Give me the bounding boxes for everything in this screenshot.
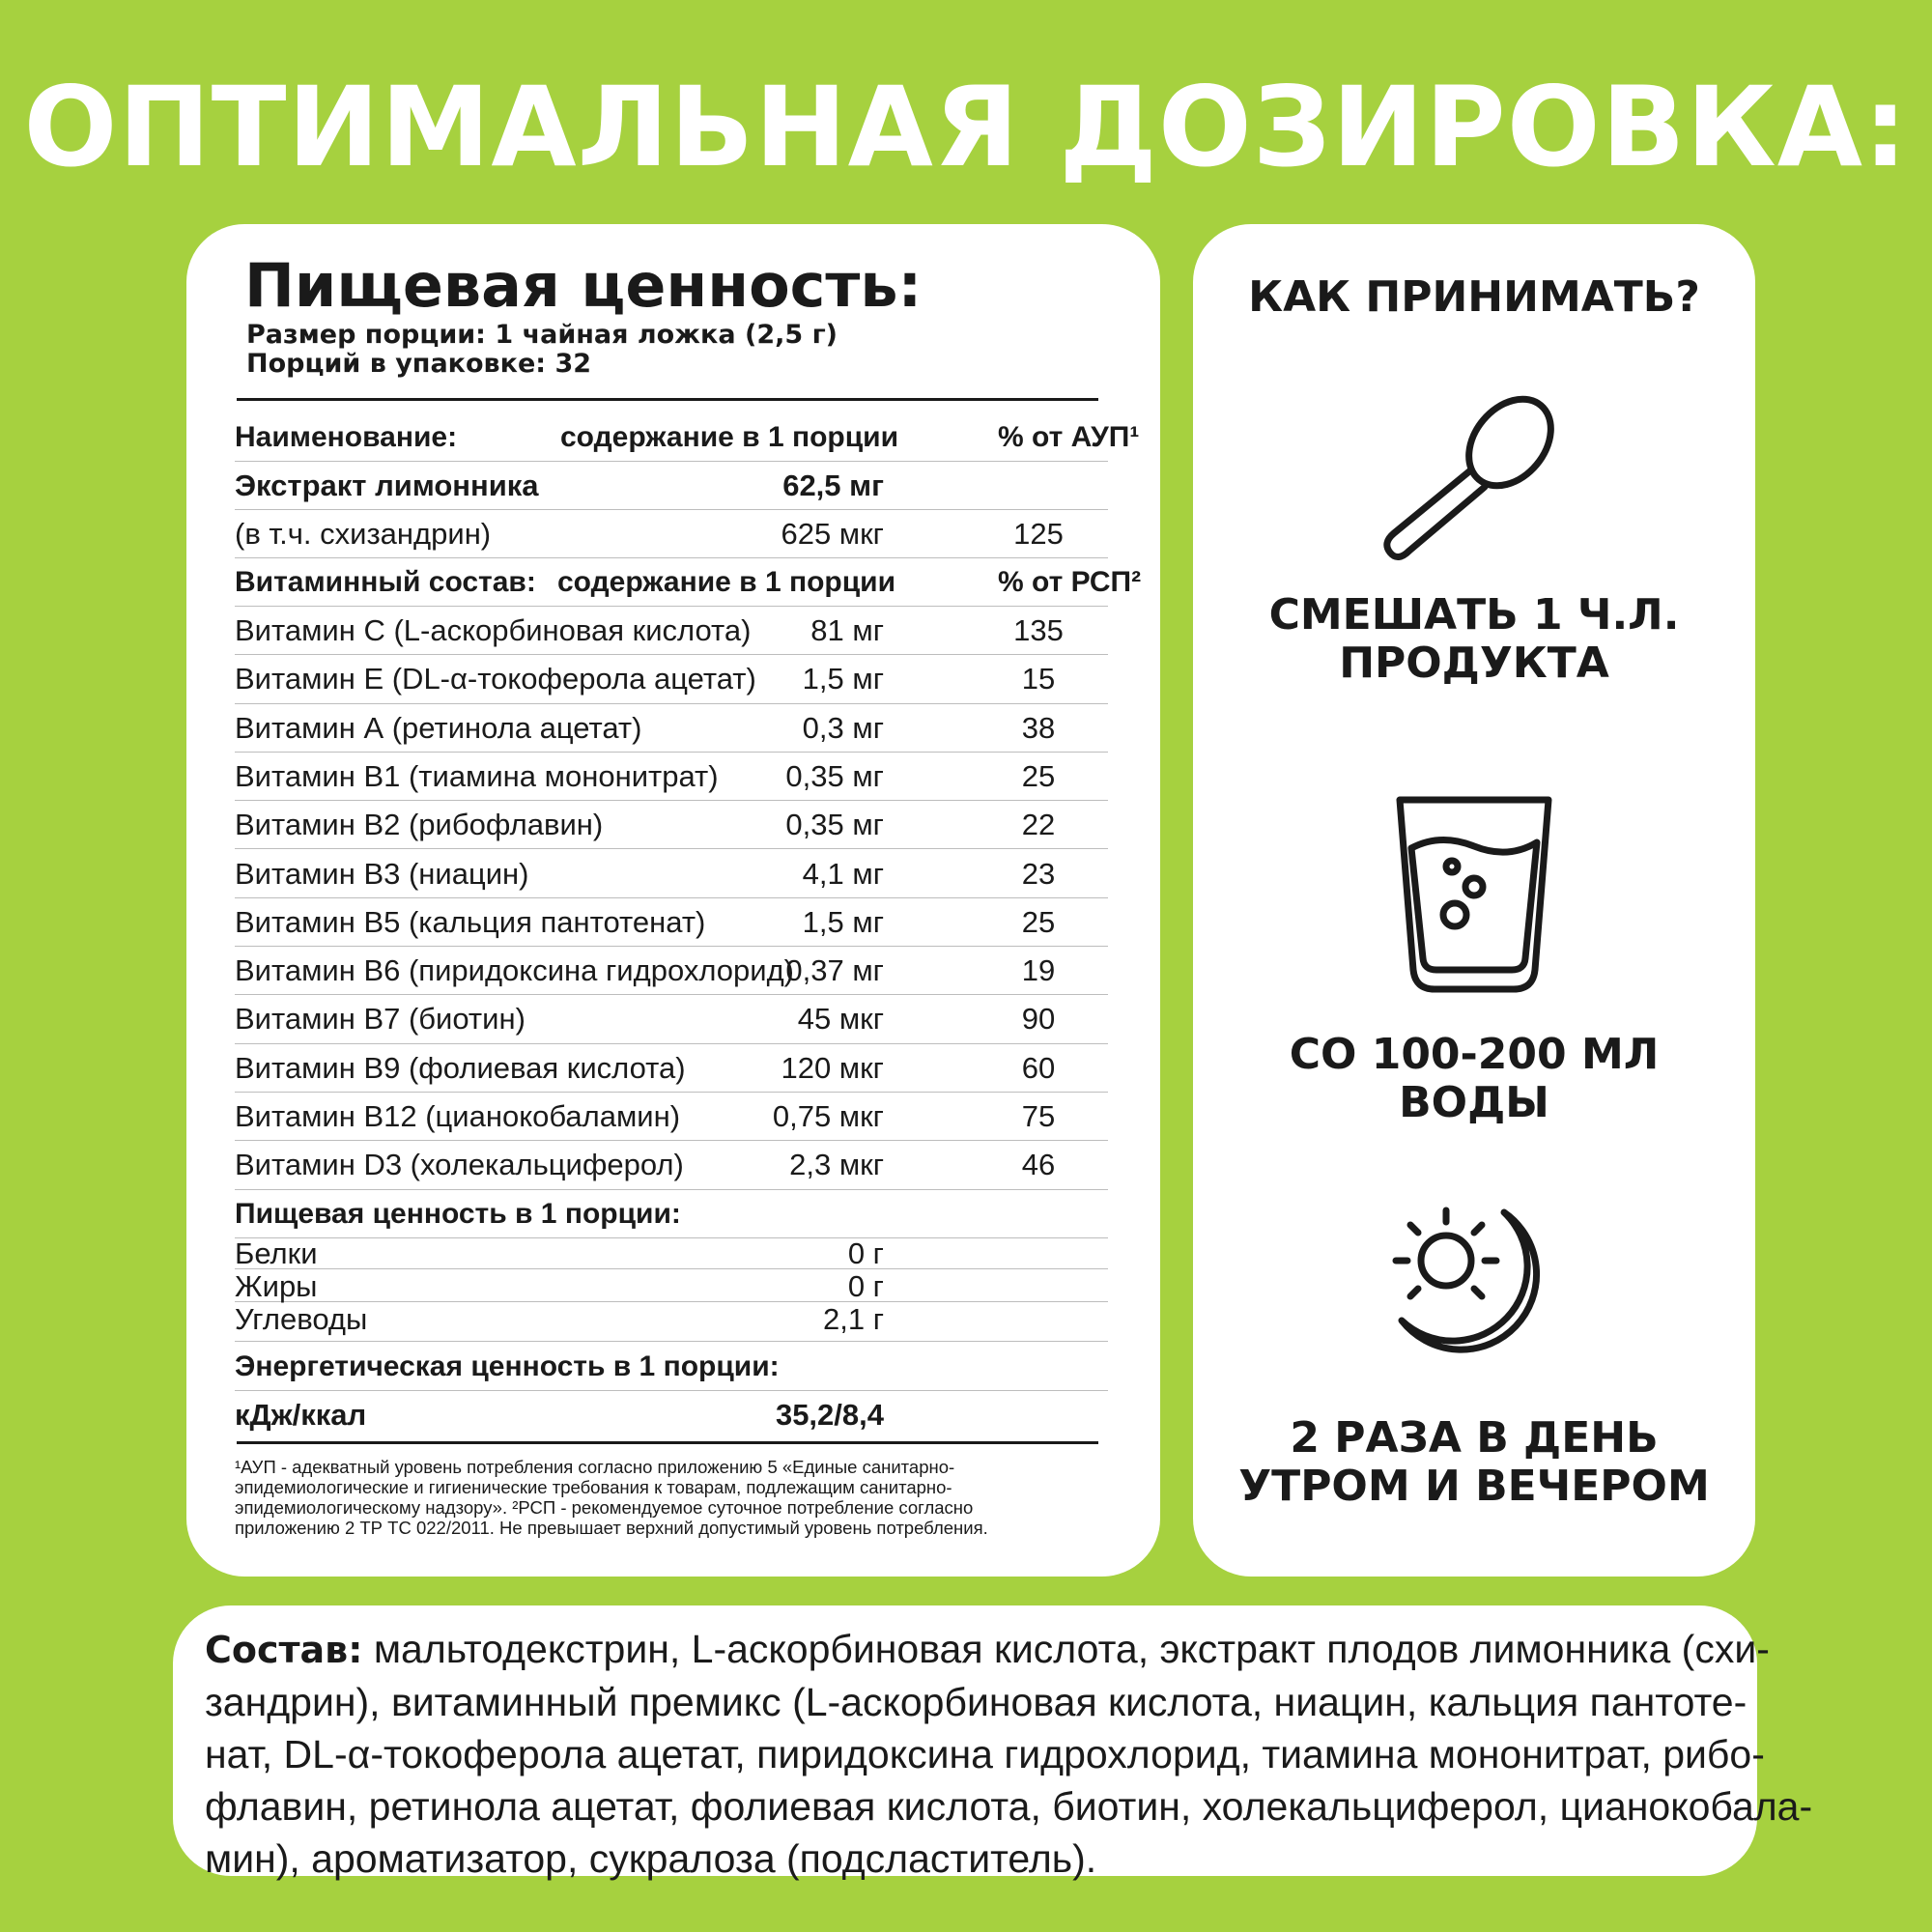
vitamin-pct: 135 [1013, 613, 1064, 647]
vitamin-pct: 75 [1021, 1099, 1056, 1133]
vitamin-name: Витамин В7 (биотин) [235, 1002, 526, 1037]
vitamin-name: Витамин А (ретинола ацетат) [235, 710, 642, 745]
vitamin-row [235, 1093, 1108, 1141]
vitamin-name: Витамин В6 (пиридоксина гидрохлорид) [235, 953, 794, 988]
header-pct: % от РСП² [998, 566, 1142, 598]
step-water: СО 100-200 МЛ ВОДЫ [1289, 1030, 1660, 1127]
vitamin-pct: 23 [1021, 856, 1056, 891]
vitamin-name: Витамин В2 (рибофлавин) [235, 808, 604, 842]
vitamin-name: Витамин В9 (фолиевая кислота) [235, 1050, 686, 1085]
vitamin-pct: 38 [1021, 710, 1056, 745]
header-row-aup [235, 413, 1140, 462]
vitamin-amount: 4,1 мг [802, 856, 884, 891]
vitamin-name: Витамин С (L-аскорбиновая кислота) [235, 613, 752, 647]
headline: ОПТИМАЛЬНАЯ ДОЗИРОВКА: [23, 63, 1909, 191]
header-row-rsp [235, 558, 1142, 607]
header-amount: содержание в 1 порции [560, 421, 899, 453]
vitamin-pct: 60 [1021, 1050, 1056, 1085]
header-pct: % от АУП¹ [998, 421, 1140, 453]
composition-card [173, 1605, 1813, 1881]
value-header-row: Пищевая ценность в 1 порции: [235, 1190, 1108, 1238]
vitamin-amount: 2,3 мкг [789, 1148, 884, 1182]
vitamin-pct: 25 [1021, 758, 1056, 793]
vitamin-row [235, 850, 1108, 898]
vitamin-amount: 81 мг [810, 613, 884, 647]
energy-row: кДж/ккал 35,2/8,4 [235, 1398, 884, 1432]
vitamin-amount: 0,35 мг [785, 808, 884, 842]
usage-card [1193, 224, 1755, 1577]
composition-text: Состав: мальтодекстрин, L-аскорбиновая кислота, экстракт плодов лимонника (схи- зандрин), витаминный премикс (L-аскорбиновая кислота, ниацин, кальция пантоте- нат, DL-α-токоферола ацетат, пиридоксина гидрохлорид, тиамина мононитрат, рибо- флавин, ретинола ацетат, фолиевая кислота, биотин, холекальциферол, цианокобала- мин), ароматизатор, сукралоза (подсластитель). [205, 1627, 1813, 1881]
vitamin-row [235, 995, 1108, 1043]
schisandrin-row: (в т.ч. схизандрин) 625 мкг 125 [235, 510, 1108, 558]
nutrition-title: Пищевая ценность: [244, 250, 923, 321]
vitamin-row [235, 607, 1108, 655]
vitamin-pct: 22 [1021, 808, 1056, 842]
vitamin-row [235, 947, 1108, 995]
bottom-rule [237, 1441, 1098, 1444]
top-rule [237, 398, 1098, 401]
vitamin-pct: 90 [1021, 1002, 1056, 1037]
vitamin-row [235, 753, 1108, 801]
header-amount: содержание в 1 порции [557, 566, 896, 598]
macro-row: Углеводы 2,1 г [235, 1303, 1108, 1342]
footnote: ¹АУП - адекватный уровень потребления согласно приложению 5 «Единые санитарно- эпидемиологические и гигиенические требования к товарам, подлежащим санитарно- эпидемиологическому надзору». ²РСП - рекомендуемое суточное потребление согласно приложению 2 ТР ТС 022/2011. Не превышает верхний допустимый уровень потребления. [235, 1457, 988, 1538]
serving-size: Размер порции: 1 чайная ложка (2,5 г) [246, 320, 838, 350]
macro-row: Жиры 0 г [235, 1270, 1108, 1302]
macro-row: Белки 0 г [235, 1238, 1108, 1269]
step-schedule: 2 РАЗА В ДЕНЬ УТРОМ И ВЕЧЕРОМ [1238, 1413, 1710, 1511]
vitamin-amount: 1,5 мг [802, 904, 884, 939]
vitamin-amount: 0,75 мкг [772, 1099, 884, 1133]
vitamin-amount: 0,3 мг [802, 710, 884, 745]
vitamin-pct: 25 [1021, 904, 1056, 939]
header-vitamins: Витаминный состав: [235, 566, 536, 598]
vitamin-pct: 19 [1021, 953, 1056, 988]
extract-row: Экстракт лимонника 62,5 мг [235, 462, 1108, 510]
sun-moon-icon [1382, 1205, 1566, 1388]
servings-per-pack: Порций в упаковке: 32 [246, 349, 592, 379]
vitamin-amount: 0,37 мг [785, 953, 884, 988]
vitamin-row [235, 1044, 1108, 1093]
vitamin-name: Витамин В12 (цианокобаламин) [235, 1099, 681, 1133]
vitamin-name: Витамин D3 (холекальциферол) [235, 1148, 684, 1182]
spoon-icon [1377, 379, 1570, 572]
vitamin-pct: 46 [1021, 1148, 1056, 1182]
vitamin-amount: 120 мкг [781, 1050, 884, 1085]
vitamin-name: Витамин В5 (кальция пантотенат) [235, 904, 706, 939]
vitamin-row [235, 1141, 1108, 1189]
vitamin-name: Витамин В1 (тиамина мононитрат) [235, 758, 719, 793]
nutrition-card [186, 224, 1160, 1577]
vitamin-row [235, 655, 1108, 703]
step-mix: СМЕШАТЬ 1 Ч.Л. ПРОДУКТА [1268, 590, 1680, 688]
vitamin-pct: 15 [1021, 662, 1056, 696]
vitamin-row [235, 704, 1108, 753]
composition-label: Состав: [205, 1629, 363, 1671]
vitamin-amount: 0,35 мг [785, 758, 884, 793]
vitamin-row [235, 801, 1108, 849]
vitamin-amount: 45 мкг [797, 1002, 884, 1037]
vitamin-name: Витамин В3 (ниацин) [235, 856, 529, 891]
header-name: Наименование: [235, 421, 458, 453]
vitamin-amount: 1,5 мг [802, 662, 884, 696]
vitamin-row [235, 898, 1108, 947]
vitamin-name: Витамин Е (DL-α-токоферола ацетат) [235, 662, 756, 696]
energy-header-row: Энергетическая ценность в 1 порции: [235, 1343, 1108, 1391]
usage-title: КАК ПРИНИМАТЬ? [1248, 272, 1700, 322]
glass-icon [1392, 794, 1556, 997]
